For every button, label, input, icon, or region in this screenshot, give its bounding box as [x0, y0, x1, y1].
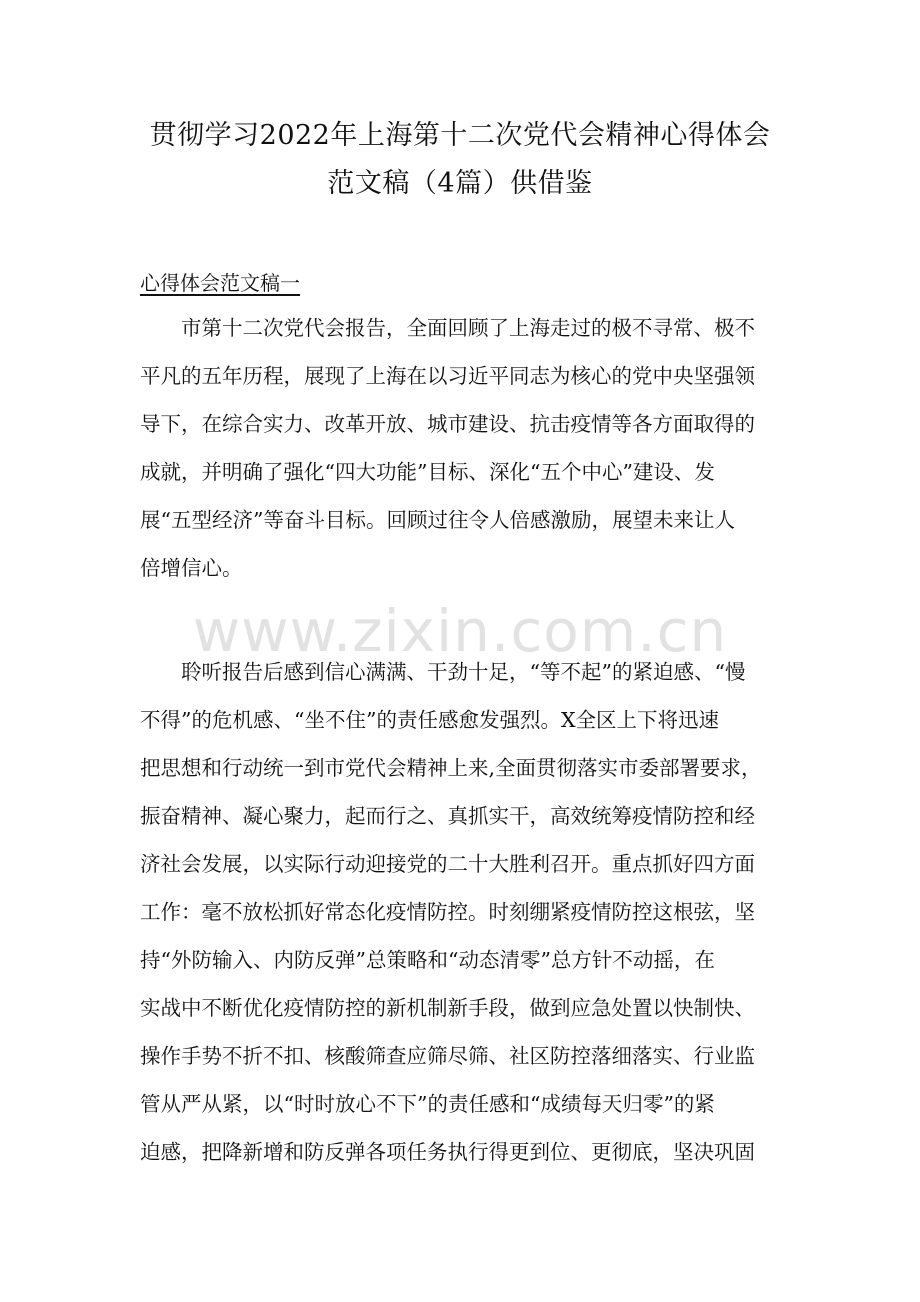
document-title [0, 112, 920, 208]
paragraph-2-line: 持“外防输入、内防反弹”总策略和“动态清零”总方针不动摇，在 [140, 948, 715, 972]
paragraph-2-line: 实战中不断优化疫情防控的新机制新手段，做到应急处置以快制快、 [140, 996, 755, 1020]
paragraph-1-line: 成就，并明确了强化“四大功能”目标、深化“五个中心”建设、发 [140, 460, 715, 484]
paragraph-2-line: 聆听报告后感到信心满满、干劲十足，“等不起”的紧迫感、“慢 [140, 660, 746, 684]
paragraph-2-line: 操作手势不折不扣、核酸筛查应筛尽筛、社区防控落细落实、行业监 [140, 1044, 755, 1068]
paragraph-2-line: 工作：毫不放松抓好常态化疫情防控。时刻绷紧疫情防控这根弦，坚 [140, 900, 755, 924]
paragraph-2-line: 不得”的危机感、“坐不住”的责任感愈发强烈。X全区上下将迅速 [140, 708, 720, 732]
paragraph-1-line: 导下，在综合实力、改革开放、城市建设、抗击疫情等各方面取得的 [140, 412, 755, 436]
title-line-2: 范文稿（4篇）供借鉴 [327, 168, 593, 199]
paragraph-2-line: 迫感，把降新增和防反弹各项任务执行得更到位、更彻底，坚决巩固 [140, 1140, 755, 1164]
paragraph-1-line: 市第十二次党代会报告，全面回顾了上海走过的极不寻常、极不 [140, 316, 755, 340]
watermark-text: www.zixin.com.cn [192, 597, 728, 665]
title-line-1: 贯彻学习2022年上海第十二次党代会精神心得体会 [149, 120, 771, 151]
paragraph-1-line: 展“五型经济”等奋斗目标。回顾过往令人倍感激励，展望未来让人 [140, 508, 735, 532]
paragraph-2-line: 振奋精神、凝心聚力，起而行之、真抓实干，高效统筹疫情防控和经 [140, 804, 755, 828]
section-heading: 心得体会范文稿一 [140, 271, 300, 295]
paragraph-2-line: 把思想和行动统一到市党代会精神上来,全面贯彻落实市委部署要求， [140, 756, 762, 780]
paragraph-2-line: 济社会发展，以实际行动迎接党的二十大胜利召开。重点抓好四方面 [140, 852, 755, 876]
paragraph-1-line: 平凡的五年历程，展现了上海在以习近平同志为核心的党中央坚强领 [140, 364, 755, 388]
paragraph-1-line: 倍增信心。 [140, 556, 243, 580]
paragraph-2-line: 管从严从紧，以“时时放心不下”的责任感和“成绩每天归零”的紧 [140, 1092, 715, 1116]
